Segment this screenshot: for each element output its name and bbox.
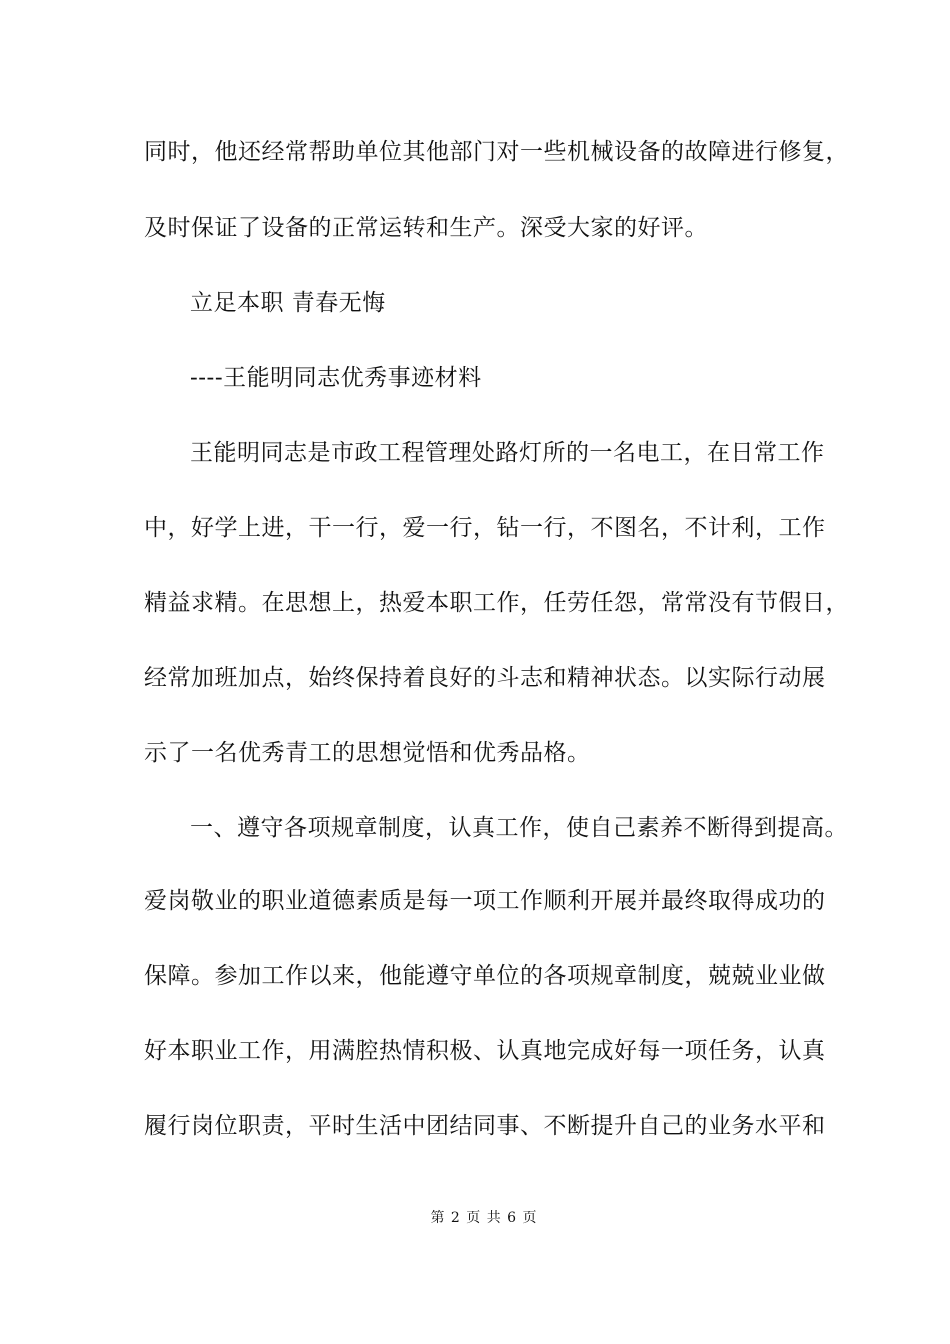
body-text-line: 经常加班加点，始终保持着良好的斗志和精神状态。以实际行动展 [144,665,826,691]
body-text-line: 同时，他还经常帮助单位其他部门对一些机械设备的故障进行修复， [144,139,849,165]
page-number-footer: 第 2 页 共 6 页 [430,1210,538,1226]
body-text-line: 爱岗敬业的职业道德素质是每一项工作顺利开展并最终取得成功的 [144,888,826,914]
body-text-line: 王能明同志是市政工程管理处路灯所的一名电工，在日常工作 [190,440,825,466]
body-text-line: 好本职业工作，用满腔热情积极、认真地完成好每一项任务，认真 [144,1038,826,1064]
body-text-line: 精益求精。在思想上，热爱本职工作，任劳任怨，常常没有节假日， [144,590,849,616]
section-subtitle: ----王能明同志优秀事迹材料 [190,365,482,391]
body-text-line: 中，好学上进，干一行，爱一行，钻一行，不图名，不计利，工作 [144,515,826,541]
section-title: 立足本职 青春无悔 [190,290,386,316]
body-text-line: 履行岗位职责，平时生活中团结同事、不断提升自己的业务水平和 [144,1113,826,1139]
body-text-line: 保障。参加工作以来，他能遵守单位的各项规章制度，兢兢业业做 [144,963,826,989]
body-text-line: 一、遵守各项规章制度，认真工作，使自己素养不断得到提高。 [190,815,848,841]
body-text-line: 及时保证了设备的正常运转和生产。深受大家的好评。 [144,215,708,241]
body-text-line: 示了一名优秀青工的思想觉悟和优秀品格。 [144,740,591,766]
